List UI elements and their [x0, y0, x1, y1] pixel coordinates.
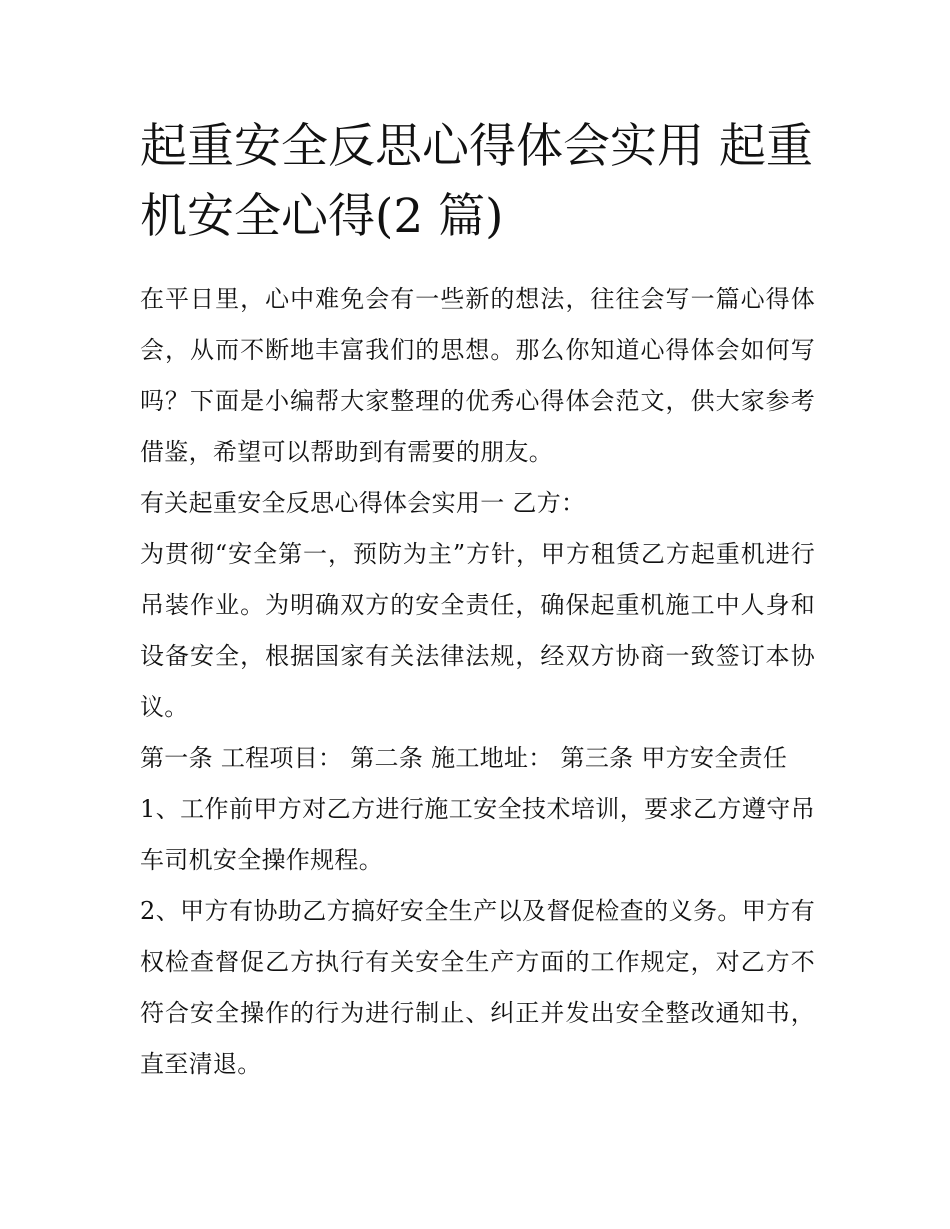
paragraph-agreement-purpose: 为贯彻“安全第一，预防为主”方针，甲方租赁乙方起重机进行吊装作业。为明确双方的安全责任，确保起重机施工中人身和设备安全，根据国家有关法律法规，经双方协商一致签订本协议。	[140, 540, 815, 721]
document-title: 起重安全反思心得体会实用 起重机安全心得(2 篇)	[140, 119, 813, 244]
paragraph-clause-1: 1、工作前甲方对乙方进行施工安全技术培训，要求乙方遵守吊车司机安全操作规程。	[140, 795, 815, 874]
document-page	[140, 112, 815, 1090]
paragraph-clause-2: 2、甲方有协助乙方搞好安全生产以及督促检查的义务。甲方有权检查督促乙方执行有关安全生产方面的工作规定，对乙方不符合安全操作的行为进行制止、纠正并发出安全整改通知书，直至清退。	[140, 897, 815, 1078]
paragraph-intro: 在平日里，心中难免会有一些新的想法，往往会写一篇心得体会，从而不断地丰富我们的思想。那么你知道心得体会如何写吗？下面是小编帮大家整理的优秀心得体会范文，供大家参考借鉴，希望可以帮助到有需要的朋友。	[140, 285, 815, 466]
paragraph-section-heading: 有关起重安全反思心得体会实用一 乙方：	[140, 489, 586, 517]
paragraph-article-list: 第一条 工程项目： 第二条 施工地址： 第三条 甲方安全责任	[140, 744, 788, 772]
